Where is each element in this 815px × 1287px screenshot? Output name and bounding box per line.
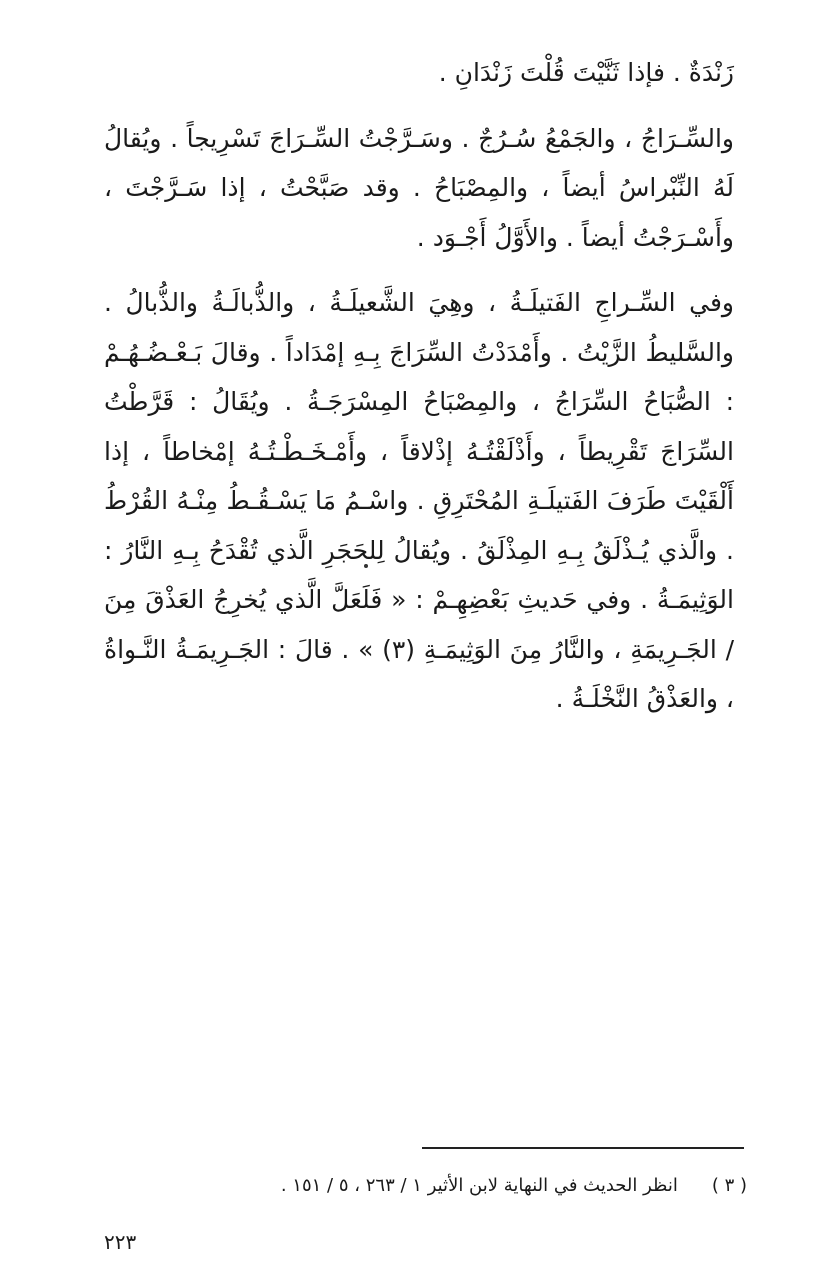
main-text: [104, 48, 734, 724]
paragraph-zanda: زَنْدَةٌ . فإذا ثَنَّيْتَ قُلْتَ زَنْدَانِ .: [438, 58, 734, 87]
stray-dot-mark: [364, 564, 368, 568]
footnote-number: ( ٣ ): [711, 1175, 747, 1196]
footnote-text: انظر الحديث في النهاية لابن الأثير ١ / ٢٦٣ ، ٥ / ١٥١ .: [280, 1175, 678, 1196]
footnote: [227, 1172, 747, 1200]
paragraph-siraj: والسِّـرَاجُ ، والجَمْعُ سُـرُجٌ . وسَـرَّجْتُ السِّـرَاجَ تَسْرِيجاً . ويُقالُ لَهُ النِّبْراسُ أيضاً ، والمِصْبَاحُ . وقد صَبَّحْتُ ، إذا سَـرَّجْتَ ، وأَسْـرَجْتُ أيضاً . والأَوَّلُ أَجْـوَد .: [104, 123, 734, 252]
page-number: ٢٢٣: [104, 1230, 137, 1254]
footnote-separator: [422, 1147, 744, 1149]
paragraph-fatila: وفي السِّـراجِ الفَتيلَـةُ ، وهِيَ الشَّعيلَـةُ ، والذُّبالَـةُ والذُّبالُ . والسَّليطُ الزَّيْتُ . وأَمْدَدْتُ السِّرَاجَ بِـهِ إمْدَاداً . وقالَ بَـعْـضُـهُـمْ : الصُّبَاحُ السِّرَاجُ ، والمِصْبَاحُ المِسْرَجَـةُ . ويُقَالُ : قَرَّطْتُ السِّرَاجَ تَقْرِيطاً ، وأَذْلَقْتُـهُ إذْلاقاً ، وأَمْـخَـطْـتُـهُ إمْخاطاً ، إذا أَلْقَيْتَ طَرَفَ الفَتيلَـةِ المُحْتَرِقِ . واسْـمُ مَا يَسْـقُـطُ مِنْـهُ القُرْطُ . والَّذي يُـذْلَقُ بِـهِ المِذْلَقُ . ويُقالُ لِلحَجَرِ الَّذي تُقْدَحُ بِـهِ النَّارُ : الوَثِيمَـةُ . وفي حَديثِ بَعْضِهِـمْ : « فَلَعَلَّ الَّذي يُخرِجُ العَذْقَ مِنَ / الجَـرِيمَةِ ، والنَّارُ مِنَ الوَثِيمَـةِ (٣) » . قالَ : الجَـرِيمَـةُ النَّـواةُ ، والعَذْقُ النَّخْلَـةُ .: [104, 288, 734, 713]
